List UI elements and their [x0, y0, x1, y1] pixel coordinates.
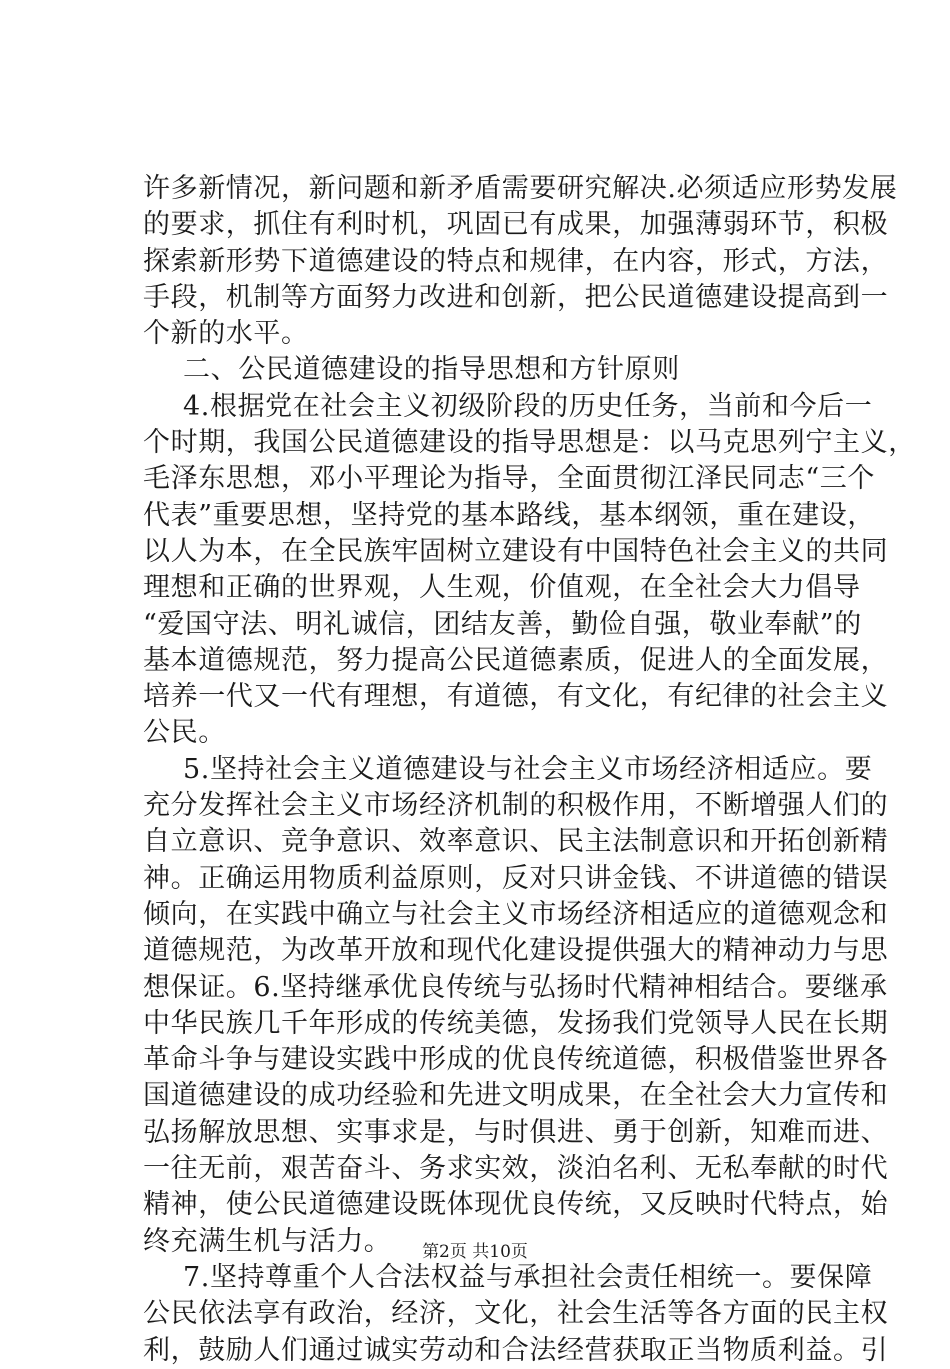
text-line: 弘扬解放思想、实事求是，与时俱进、勇于创新，知难而进、 — [143, 1116, 889, 1148]
text-line: 以人为本，在全民族牢固树立建设有中国特色社会主义的共同 — [143, 535, 889, 567]
text-line: 手段，机制等方面努力改进和创新，把公民道德建设提高到一 — [143, 281, 889, 313]
text-line: 4.根据党在社会主义初级阶段的历史任务，当前和今后一 — [183, 390, 873, 422]
text-line: 基本道德规范，努力提高公民道德素质，促进人的全面发展， — [143, 644, 889, 676]
text-line: 自立意识、竞争意识、效率意识、民主法制意识和开拓创新精 — [143, 826, 889, 858]
document-body — [143, 171, 916, 1369]
text-line: 充分发挥社会主义市场经济机制的积极作用，不断增强人们的 — [143, 790, 889, 822]
text-line: “爱国守法、明礼诚信，团结友善，勤俭自强，敬业奉献”的 — [143, 608, 862, 640]
text-line: 一往无前，艰苦奋斗、务求实效，淡泊名利、无私奉献的时代 — [143, 1153, 889, 1185]
text-line: 想保证。6.坚持继承优良传统与弘扬时代精神相结合。要继承 — [143, 971, 888, 1003]
page-footer: 第2页 共10页 — [422, 1242, 528, 1262]
text-line: 个新的水平。 — [143, 318, 309, 350]
text-line: 倾向，在实践中确立与社会主义市场经济相适应的道德观念和 — [143, 898, 889, 930]
text-line: 许多新情况，新问题和新矛盾需要研究解决.必须适应形势发展 — [143, 173, 898, 204]
text-line: 探索新形势下道德建设的特点和规律，在内容，形式，方法， — [143, 245, 889, 277]
text-line: 的要求，抓住有利时机，巩固已有成果，加强薄弱环节，积极 — [143, 209, 889, 241]
text-line: 革命斗争与建设实践中形成的优良传统道德，积极借鉴世界各 — [143, 1044, 889, 1076]
text-line: 7.坚持尊重个人合法权益与承担社会责任相统一。要保障 — [183, 1261, 873, 1293]
text-line: 代表”重要思想，坚持党的基本路线，基本纲领，重在建设， — [143, 499, 876, 531]
text-line: 终充满生机与活力。 — [143, 1225, 392, 1257]
text-line: 公民依法享有政治，经济，文化，社会生活等各方面的民主权 — [143, 1298, 889, 1330]
text-line: 道德规范，为改革开放和现代化建设提供强大的精神动力与思 — [143, 935, 889, 967]
text-line: 公民。 — [143, 717, 226, 749]
text-line: 精神，使公民道德建设既体现优良传统，又反映时代特点，始 — [143, 1189, 889, 1221]
text-line: 神。正确运用物质利益原则，反对只讲金钱、不讲道德的错误 — [143, 862, 889, 894]
text-line: 培养一代又一代有理想，有道德，有文化，有纪律的社会主义 — [143, 681, 889, 713]
text-line: 二、公民道德建设的指导思想和方针原则 — [183, 354, 680, 386]
text-line: 理想和正确的世界观，人生观，价值观，在全社会大力倡导 — [143, 572, 861, 604]
text-line: 个时期，我国公民道德建设的指导思想是：以马克思列宁主义， — [143, 427, 916, 459]
text-line: 国道德建设的成功经验和先进文明成果，在全社会大力宣传和 — [143, 1080, 889, 1112]
text-line: 毛泽东思想，邓小平理论为指导，全面贯彻江泽民同志“三个 — [143, 463, 876, 495]
text-line: 利，鼓励人们通过诚实劳动和合法经营获取正当物质利益。引 — [143, 1334, 889, 1366]
text-line: 中华民族几千年形成的传统美德，发扬我们党领导人民在长期 — [143, 1007, 889, 1039]
text-line: 5.坚持社会主义道德建设与社会主义市场经济相适应。要 — [183, 753, 873, 785]
